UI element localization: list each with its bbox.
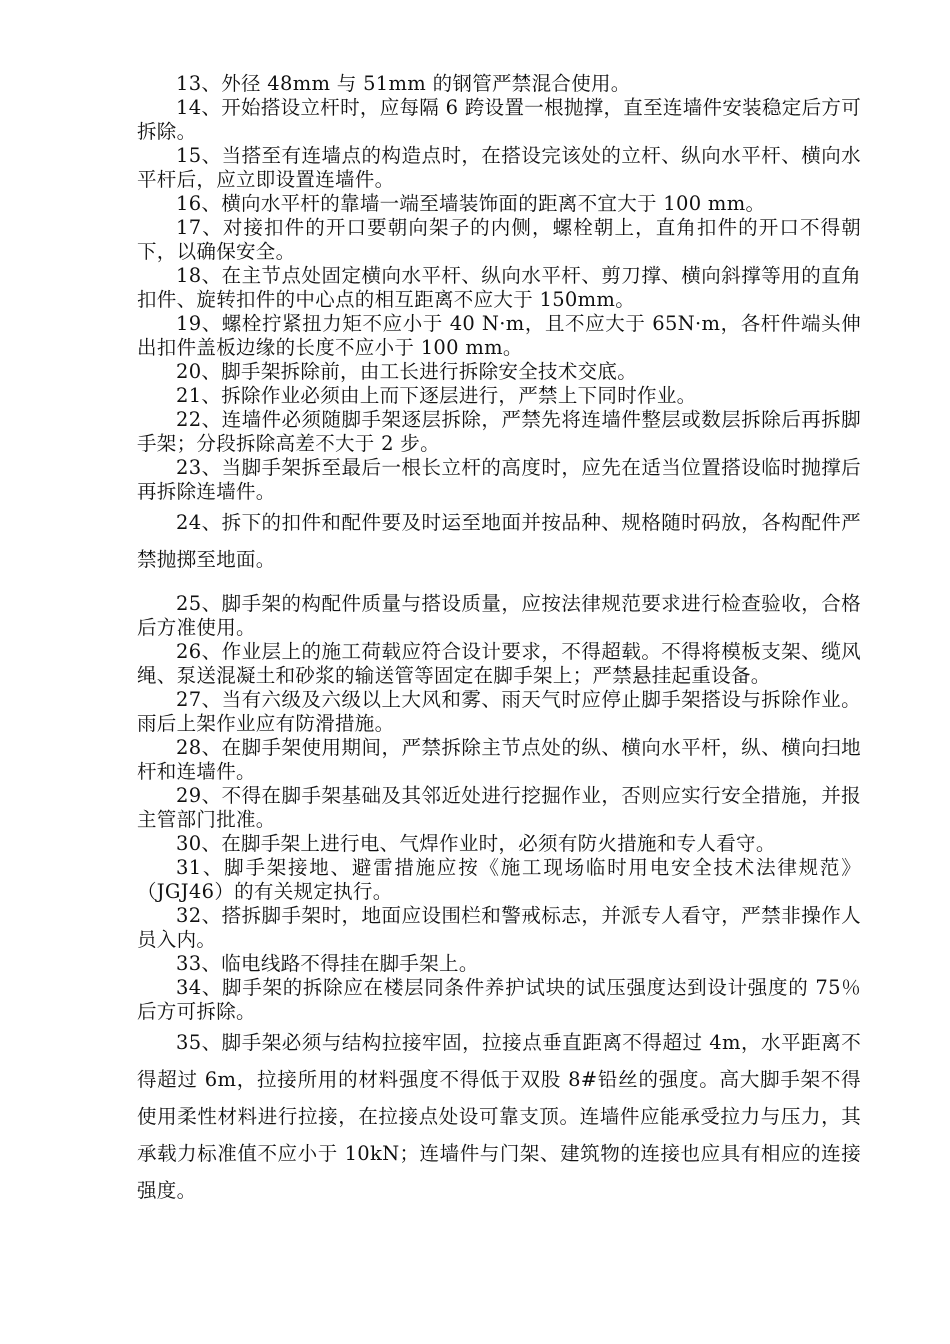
paragraph-24: 24、拆下的扣件和配件要及时运至地面并按品种、规格随时码放，各构配件严禁抛掷至地面。 [137,511,861,571]
paragraph-33: 33、临电线路不得挂在脚手架上。 [176,952,479,975]
paragraph-21: 21、拆除作业必须由上而下逐层进行，严禁上下同时作业。 [176,384,697,407]
paragraph-14: 14、开始搭设立杆时，应每隔 6 跨设置一根抛撑，直至连墙件安装稳定后方可拆除。 [137,96,861,143]
paragraph-35: 35、脚手架必须与结构拉接牢固，拉接点垂直距离不得超过 4m，水平距离不得超过 6m，拉接所用的材料强度不得低于双股 8#铅丝的强度。高大脚手架不得使用柔性材料进行拉接，在拉接点处设可靠支顶。连墙件应能承受拉力与压力，其承载力标准值不应小于 10kN；连墙件与门架、建筑物的连接也应具有相应的连接强度。 [137,1031,861,1202]
document-body [137,72,861,1209]
paragraph-26: 26、作业层上的施工荷载应符合设计要求，不得超载。不得将模板支架、缆风绳、泵送混凝土和砂浆的输送管等固定在脚手架上；严禁悬挂起重设备。 [137,640,861,687]
paragraph-17: 17、对接扣件的开口要朝向架子的内侧，螺栓朝上，直角扣件的开口不得朝下，以确保安全。 [137,216,861,263]
paragraph-30: 30、在脚手架上进行电、气焊作业时，必须有防火措施和专人看守。 [176,832,776,855]
paragraph-29: 29、不得在脚手架基础及其邻近处进行挖掘作业，否则应实行安全措施，并报主管部门批准。 [137,784,861,831]
paragraph-20: 20、脚手架拆除前，由工长进行拆除安全技术交底。 [176,360,638,383]
paragraph-16: 16、横向水平杆的靠墙一端至墙装饰面的距离不宜大于 100 mm。 [176,192,766,215]
paragraph-25: 25、脚手架的构配件质量与搭设质量，应按法律规范要求进行检查验收，合格后方准使用。 [137,592,861,639]
paragraph-32: 32、搭拆脚手架时，地面应设围栏和警戒标志，并派专人看守，严禁非操作人员入内。 [137,904,861,951]
paragraph-15: 15、当搭至有连墙点的构造点时，在搭设完该处的立杆、纵向水平杆、横向水平杆后，应立即设置连墙件。 [137,144,861,191]
paragraph-23: 23、当脚手架拆至最后一根长立杆的高度时，应先在适当位置搭设临时抛撑后再拆除连墙件。 [137,456,861,503]
paragraph-22: 22、连墙件必须随脚手架逐层拆除，严禁先将连墙件整层或数层拆除后再拆脚手架；分段拆除高差不大于 2 步。 [137,408,861,455]
paragraph-19: 19、螺栓拧紧扭力矩不应小于 40 N·m，且不应大于 65N·m，各杆件端头伸出扣件盖板边缘的长度不应小于 100 mm。 [137,312,861,359]
paragraph-31: 31、脚手架接地、避雷措施应按《施工现场临时用电安全技术法律规范》（JGJ46）的有关规定执行。 [137,856,861,903]
paragraph-34: 34、脚手架的拆除应在楼层同条件养护试块的试压强度达到设计强度的 75％后方可拆除。 [137,976,861,1023]
paragraph-28: 28、在脚手架使用期间，严禁拆除主节点处的纵、横向水平杆，纵、横向扫地杆和连墙件。 [137,736,861,783]
paragraph-27: 27、当有六级及六级以上大风和雾、雨天气时应停止脚手架搭设与拆除作业。雨后上架作业应有防滑措施。 [137,688,861,735]
paragraph-18: 18、在主节点处固定横向水平杆、纵向水平杆、剪刀撑、横向斜撑等用的直角扣件、旋转扣件的中心点的相互距离不应大于 150mm。 [137,264,861,311]
paragraph-13: 13、外径 48mm 与 51mm 的钢管严禁混合使用。 [176,72,631,95]
